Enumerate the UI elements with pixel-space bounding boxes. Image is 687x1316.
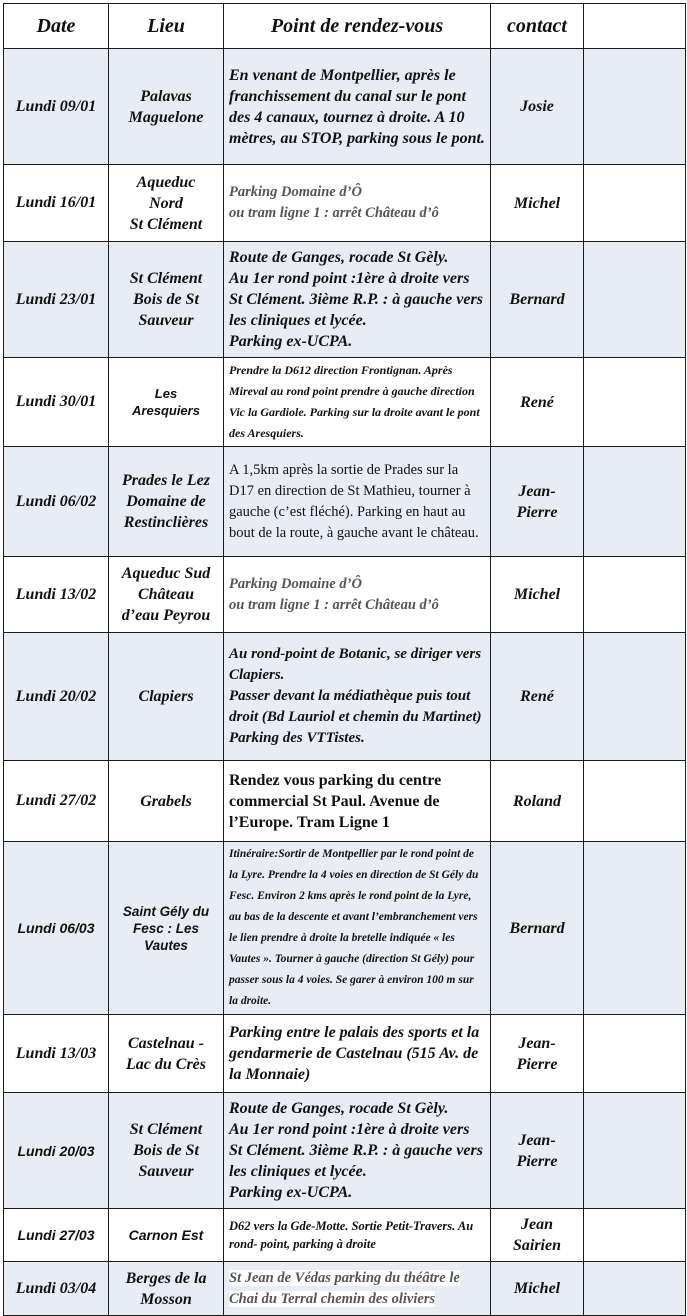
- lieu-cell: [109, 165, 224, 242]
- table-row: [4, 165, 686, 242]
- contact-line: Pierre: [516, 1152, 558, 1170]
- extra-cell: [584, 557, 686, 633]
- point-cell: [224, 842, 491, 1015]
- point-line: St Jean de Védas parking du théâtre le Chai du Terral chemin des oliviers: [229, 1269, 460, 1307]
- contact-line: Pierre: [516, 503, 558, 521]
- table-row: [4, 1015, 686, 1093]
- point-line: Parking des VTTistes.: [229, 730, 365, 746]
- point-cell: [224, 633, 491, 761]
- point-line: Parking Domaine d’Ô: [229, 575, 362, 592]
- contact-cell: [491, 1262, 584, 1316]
- header-lieu: Lieu: [109, 4, 224, 49]
- contact-cell: [491, 165, 584, 242]
- lieu-cell: [109, 761, 224, 842]
- extra-cell: [584, 242, 686, 358]
- extra-cell: [584, 358, 686, 447]
- point-line: Itinéraire:Sortir de Montpellier par le rond point de la Lyre. Prendre la 4 voies en direction de St Gély du Fesc. Environ 2 kms après le rond point de la Lyre, au bas de la descente et avant l’embranchement vers le lien prendre à droite la bretelle indiquée « les Vautes ». Tourner à gauche (direction St Gély) pour passer sous la 4 voies. Se garer à environ 100 m sur la droite.: [229, 848, 479, 1007]
- point-line: Parking ex-UCPA.: [229, 1184, 353, 1201]
- point-cell: [224, 1209, 491, 1262]
- table-row: [4, 49, 686, 165]
- date-cell: Lundi 06/02: [4, 447, 109, 557]
- point-cell: [224, 1262, 491, 1316]
- table-row: [4, 761, 686, 842]
- point-cell: [224, 761, 491, 842]
- extra-cell: [584, 1262, 686, 1316]
- point-line: ou tram ligne 1 : arrêt Château d’ô: [229, 205, 439, 221]
- point-cell: [224, 49, 491, 165]
- contact-line: Jean: [521, 1216, 553, 1233]
- contact-line: Jean-: [518, 1131, 556, 1149]
- lieu-line: Carnon Est: [128, 1226, 204, 1243]
- contact-line: Roland: [512, 792, 561, 810]
- lieu-line: Saint Gély du: [122, 903, 210, 919]
- extra-cell: [584, 1015, 686, 1093]
- contact-line: Josie: [520, 98, 554, 115]
- lieu-line: Maguelone: [128, 108, 204, 126]
- header-point: Point de rendez-vous: [224, 4, 491, 49]
- contact-cell: [491, 242, 584, 358]
- lieu-cell: [109, 842, 224, 1015]
- lieu-line: Mosson: [140, 1290, 192, 1308]
- contact-line: Michel: [513, 194, 561, 212]
- point-line: Route de Ganges, rocade St Gèly.: [229, 249, 449, 266]
- header-date: Date: [4, 4, 109, 49]
- table-row: [4, 1209, 686, 1262]
- lieu-line: Vautes: [144, 937, 188, 953]
- extra-cell: [584, 1209, 686, 1262]
- contact-cell: [491, 842, 584, 1015]
- contact-cell: [491, 1209, 584, 1262]
- point-line: Parking Domaine d’Ô: [229, 184, 362, 200]
- lieu-cell: [109, 1209, 224, 1262]
- contact-cell: [491, 761, 584, 842]
- contact-line: René: [520, 393, 554, 411]
- table-row: [4, 447, 686, 557]
- lieu-cell: [109, 49, 224, 165]
- lieu-line: Nord: [149, 194, 183, 212]
- table-row: [4, 633, 686, 761]
- lieu-line: Bois de St: [133, 1142, 199, 1159]
- lieu-line: Domaine de: [126, 493, 206, 510]
- extra-cell: [584, 761, 686, 842]
- lieu-line: Fesc : Les: [132, 920, 200, 936]
- lieu-line: St Clément: [129, 1121, 203, 1138]
- lieu-line: Bois de St: [133, 291, 199, 308]
- date-cell: Lundi 27/02: [4, 761, 109, 842]
- lieu-cell: [109, 557, 224, 633]
- date-cell: Lundi 23/01: [4, 242, 109, 358]
- point-cell: [224, 1093, 491, 1209]
- lieu-line: Prades le Lez: [122, 472, 210, 489]
- point-line: Passer devant la médiathèque puis tout droit (Bd Lauriol et chemin du Martinet): [229, 688, 482, 725]
- lieu-line: Sauveur: [138, 312, 194, 329]
- lieu-line: St Clément: [129, 270, 203, 287]
- lieu-line: Palavas: [140, 87, 192, 105]
- contact-line: Michel: [513, 586, 561, 603]
- lieu-line: St Clément: [129, 215, 203, 233]
- lieu-cell: [109, 1015, 224, 1093]
- lieu-line: d’eau Peyrou: [121, 607, 211, 624]
- point-line: A 1,5km après la sortie de Prades sur la D17 en direction de St Mathieu, tourner à gauche (c’est fléché). Parking en haut au bout de la route, à gauche avant le château.: [229, 461, 479, 541]
- point-line: Route de Ganges, rocade St Gèly.: [229, 1100, 449, 1117]
- contact-line: Bernard: [509, 919, 565, 937]
- point-line: ou tram ligne 1 : arrêt Château d’ô: [229, 596, 439, 613]
- lieu-cell: [109, 1262, 224, 1316]
- point-line: Rendez vous parking du centre commercial St Paul. Avenue de l’Europe. Tram Ligne 1: [229, 771, 442, 831]
- lieu-line: Château: [137, 586, 194, 603]
- point-cell: [224, 242, 491, 358]
- rendezvous-table: [3, 3, 686, 1316]
- lieu-line: Berges de la: [125, 1269, 207, 1287]
- point-cell: [224, 165, 491, 242]
- date-cell: Lundi 09/01: [4, 49, 109, 165]
- date-cell: Lundi 20/03: [4, 1093, 109, 1209]
- contact-line: Michel: [513, 1280, 561, 1297]
- lieu-cell: [109, 1093, 224, 1209]
- point-cell: [224, 358, 491, 447]
- date-cell: Lundi 27/03: [4, 1209, 109, 1262]
- lieu-line: Restinclières: [123, 514, 209, 531]
- extra-cell: [584, 842, 686, 1015]
- point-line: Parking ex-UCPA.: [229, 333, 353, 350]
- contact-cell: [491, 1093, 584, 1209]
- header-contact: contact: [491, 4, 584, 49]
- date-cell: Lundi 13/03: [4, 1015, 109, 1093]
- contact-cell: [491, 358, 584, 447]
- extra-cell: [584, 447, 686, 557]
- lieu-cell: [109, 633, 224, 761]
- contact-cell: [491, 1015, 584, 1093]
- lieu-line: Aresquiers: [132, 403, 200, 418]
- lieu-line: Grabels: [140, 792, 192, 810]
- contact-line: René: [520, 688, 554, 705]
- extra-cell: [584, 49, 686, 165]
- extra-cell: [584, 165, 686, 242]
- point-line: Prendre la D612 direction Frontignan. Après Mireval au rond point prendre à gauche direction Vic la Gardiole. Parking sur la droite avant le pont des Aresquiers.: [229, 363, 480, 440]
- table-row: [4, 1093, 686, 1209]
- point-cell: [224, 557, 491, 633]
- point-line: D62 vers la Gde-Motte. Sortie Petit-Travers. Au rond- point, parking à droite: [229, 1219, 474, 1251]
- lieu-line: Les: [154, 386, 178, 401]
- lieu-line: Aqueduc: [136, 173, 196, 191]
- point-line: Au rond-point de Botanic, se diriger vers Clapiers.: [229, 646, 482, 683]
- point-cell: [224, 1015, 491, 1093]
- contact-line: Jean-: [518, 482, 556, 500]
- date-cell: Lundi 03/04: [4, 1262, 109, 1316]
- contact-cell: [491, 633, 584, 761]
- contact-cell: [491, 49, 584, 165]
- contact-cell: [491, 447, 584, 557]
- contact-line: Sairien: [512, 1237, 561, 1254]
- contact-cell: [491, 557, 584, 633]
- table-row: [4, 242, 686, 358]
- point-cell: [224, 447, 491, 557]
- table-row: [4, 842, 686, 1015]
- header-extra: [584, 4, 686, 49]
- contact-line: Pierre: [516, 1055, 558, 1073]
- point-line: En venant de Montpellier, après le franchissement du canal sur le pont des 4 canaux, tournez à droite. A 10 mètres, au STOP, parking sous le pont.: [229, 66, 485, 147]
- date-cell: Lundi 16/01: [4, 165, 109, 242]
- lieu-cell: [109, 358, 224, 447]
- date-cell: Lundi 06/03: [4, 842, 109, 1015]
- lieu-line: Aqueduc Sud: [121, 565, 211, 582]
- extra-cell: [584, 633, 686, 761]
- point-line: Parking entre le palais des sports et la gendarmerie de Castelnau (515 Av. de la Monnaie): [229, 1024, 480, 1083]
- lieu-line: Castelnau -: [127, 1034, 204, 1052]
- lieu-cell: [109, 242, 224, 358]
- lieu-line: Lac du Crès: [126, 1055, 206, 1073]
- contact-line: Jean-: [518, 1034, 556, 1052]
- table-row: [4, 557, 686, 633]
- date-cell: Lundi 20/02: [4, 633, 109, 761]
- date-cell: Lundi 13/02: [4, 557, 109, 633]
- lieu-line: Sauveur: [138, 1163, 194, 1180]
- extra-cell: [584, 1093, 686, 1209]
- table-row: [4, 1262, 686, 1316]
- point-line: Au 1er rond point :1ère à droite vers St Clément. 3ième R.P. : à gauche vers les cliniques et lycée.: [229, 270, 483, 329]
- header-row: [4, 4, 686, 49]
- lieu-cell: [109, 447, 224, 557]
- lieu-line: Clapiers: [138, 688, 194, 705]
- date-cell: Lundi 30/01: [4, 358, 109, 447]
- point-line: Au 1er rond point :1ère à droite vers St Clément. 3ième R.P. : à gauche vers les cliniques et lycée.: [229, 1121, 483, 1180]
- table-row: [4, 358, 686, 447]
- contact-line: Bernard: [509, 291, 565, 308]
